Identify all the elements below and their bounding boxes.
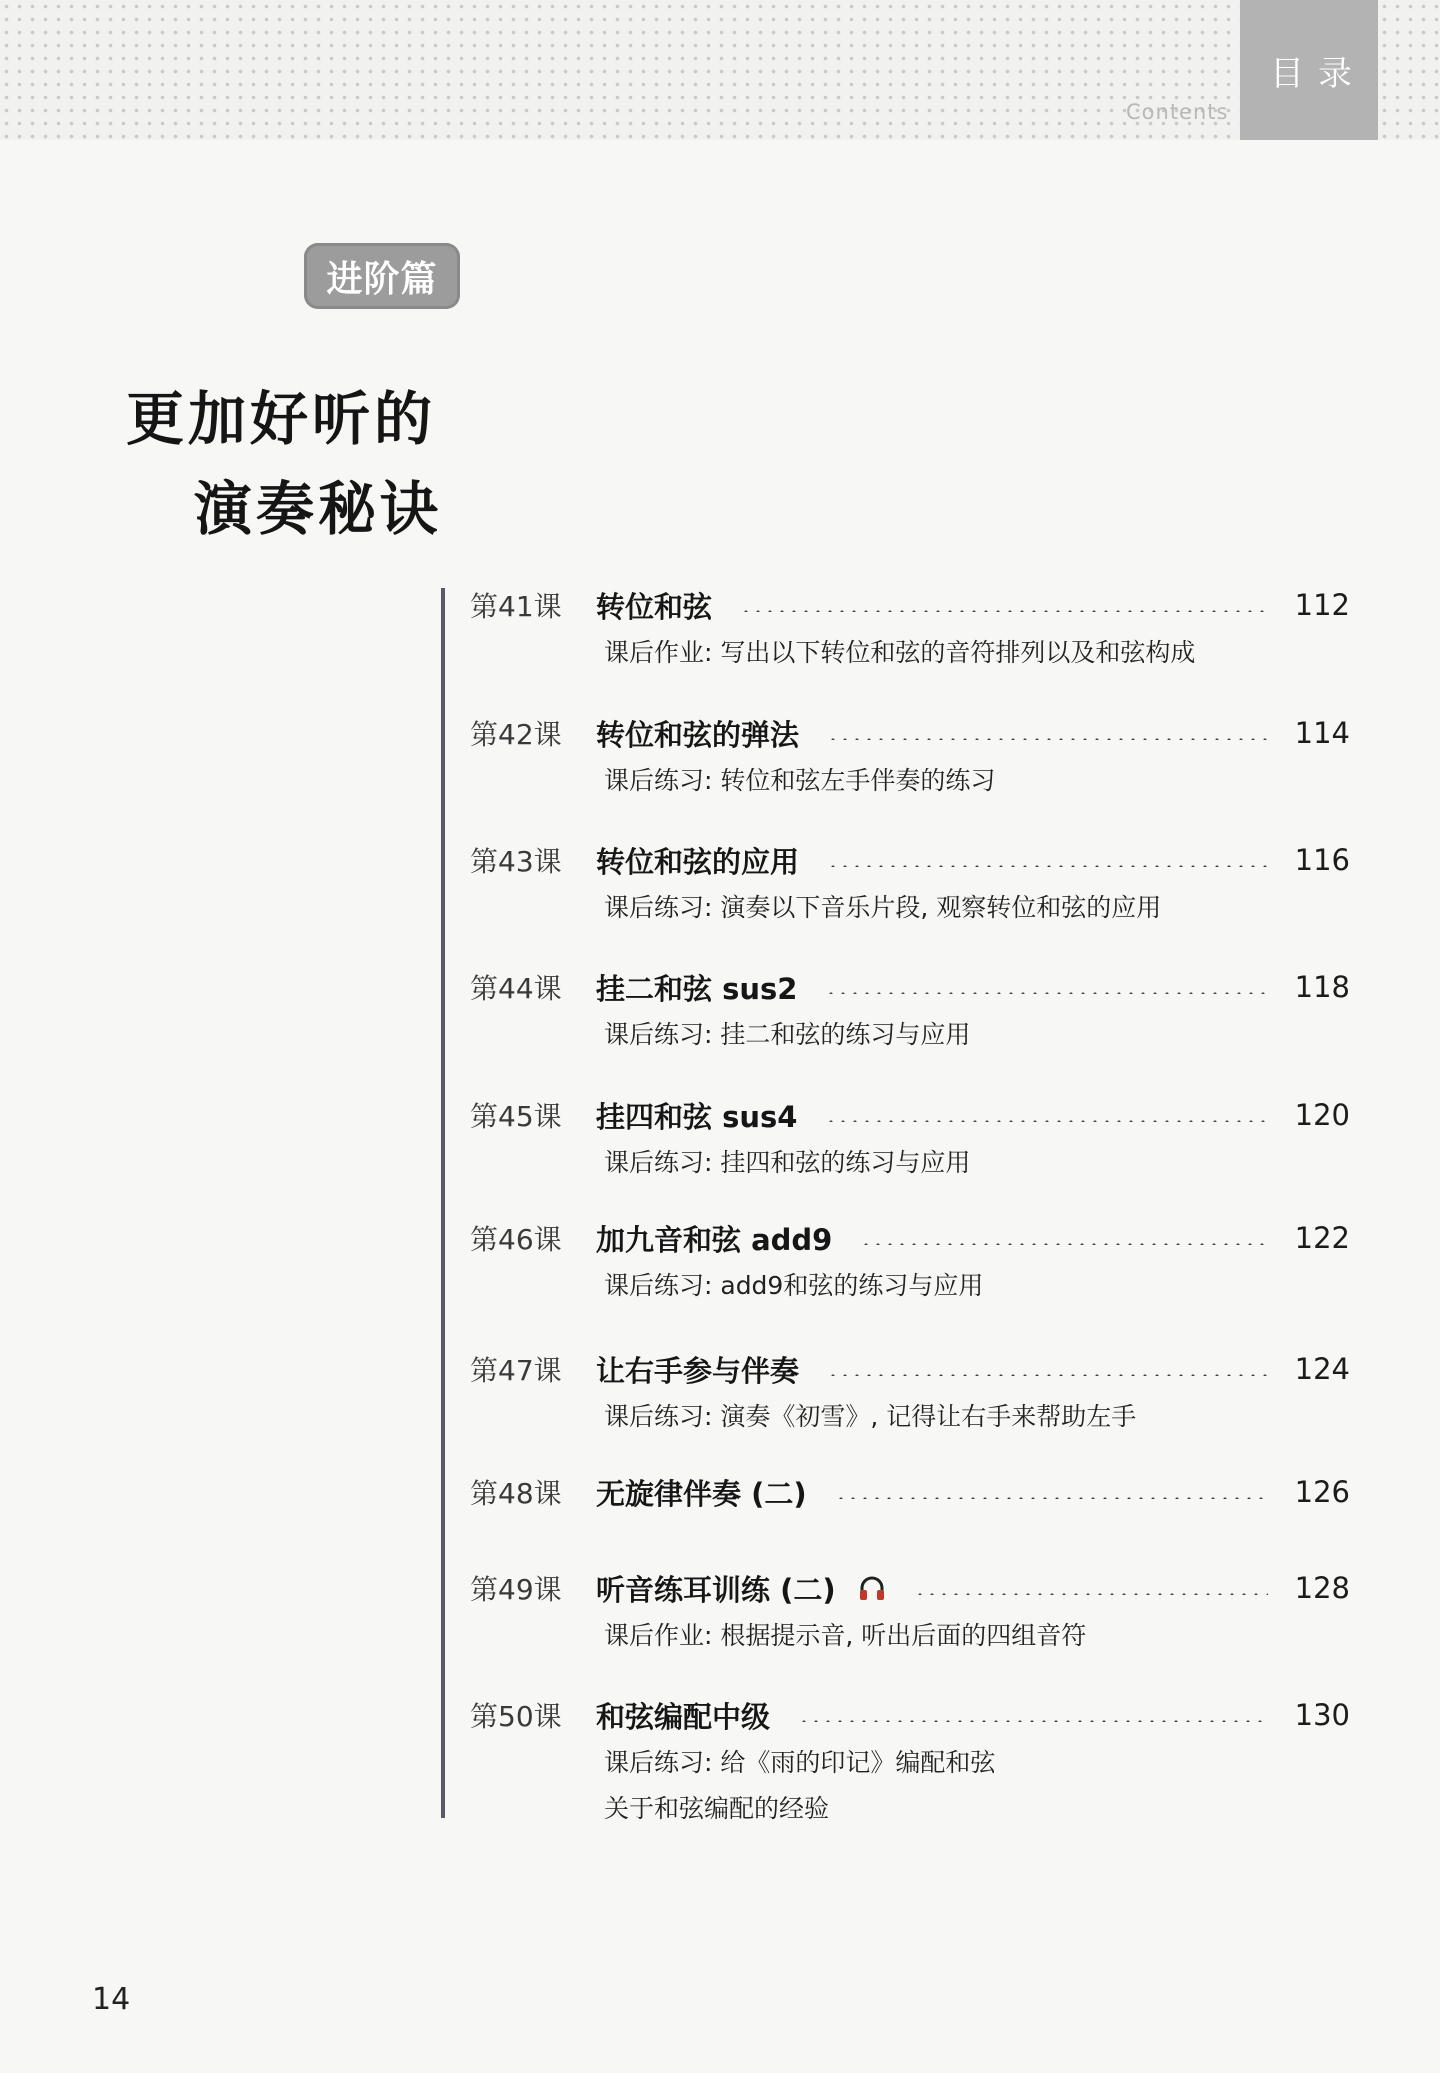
- toc-entry-main: [470, 1563, 1350, 1613]
- lesson-number: 第49课: [470, 1573, 562, 1606]
- lesson-subitem: 课后练习: 挂四和弦的练习与应用: [604, 1148, 971, 1177]
- lesson-subitem: 课后作业: 根据提示音, 听出后面的四组音符: [604, 1621, 1087, 1650]
- leader-dots: [825, 1120, 1268, 1122]
- page-number: 120: [1294, 1098, 1350, 1132]
- leader-dots: [827, 738, 1268, 740]
- leader-dots: [798, 1720, 1268, 1722]
- toc-entry: [470, 1467, 1350, 1517]
- lesson-number: 第43课: [470, 845, 562, 878]
- section-title-line-2: 演奏秘诀: [194, 475, 443, 543]
- lesson-title: 听音练耳训练 (二): [596, 1572, 836, 1607]
- section-title-line-1: 更加好听的: [126, 385, 437, 453]
- toc-entry: [470, 1213, 1350, 1309]
- headphones-icon: [858, 1575, 886, 1601]
- page-number: 128: [1294, 1571, 1350, 1605]
- toc-rule: [441, 588, 445, 1818]
- lesson-title: 和弦编配中级: [596, 1699, 771, 1734]
- page-number: 116: [1294, 843, 1350, 877]
- toc-tab-label: 目录: [1270, 54, 1366, 94]
- leader-dots: [835, 1497, 1268, 1499]
- page-number: 124: [1294, 1352, 1350, 1386]
- toc-entry: [470, 1563, 1350, 1659]
- leader-dots: [860, 1243, 1268, 1245]
- toc-entry-main: [470, 1213, 1350, 1263]
- toc-entry: [470, 1690, 1350, 1832]
- section-badge: 进阶篇: [304, 243, 460, 309]
- lesson-title: 挂四和弦 sus4: [596, 1099, 798, 1134]
- lesson-title: 加九音和弦 add9: [596, 1222, 833, 1257]
- toc-entry: [470, 1090, 1350, 1186]
- lesson-title: 无旋律伴奏 (二): [596, 1476, 807, 1511]
- lesson-number: 第45课: [470, 1100, 562, 1133]
- lesson-number: 第50课: [470, 1700, 562, 1733]
- lesson-title: 转位和弦: [596, 589, 713, 624]
- lesson-subitem: 课后练习: 挂二和弦的练习与应用: [604, 1020, 971, 1049]
- toc-entry-main: [470, 1467, 1350, 1517]
- leader-dots: [740, 610, 1268, 612]
- lesson-number: 第42课: [470, 718, 562, 751]
- toc-entry: [470, 708, 1350, 804]
- lesson-number: 第48课: [470, 1477, 562, 1510]
- leader-dots: [827, 1374, 1268, 1376]
- lesson-number: 第41课: [470, 590, 562, 623]
- lesson-subitem: 课后练习: add9和弦的练习与应用: [604, 1271, 984, 1300]
- leader-dots: [914, 1593, 1268, 1595]
- toc-entry-main: [470, 1344, 1350, 1394]
- lesson-number: 第46课: [470, 1223, 562, 1256]
- lesson-subitem: 课后练习: 演奏《初雪》, 记得让右手来帮助左手: [604, 1402, 1137, 1431]
- page-folio: 14: [92, 1982, 131, 2017]
- toc-entry: [470, 1344, 1350, 1440]
- lesson-number: 第44课: [470, 972, 562, 1005]
- page-number: 118: [1294, 970, 1350, 1004]
- lesson-title: 让右手参与伴奏: [596, 1353, 800, 1388]
- page-number: 114: [1294, 716, 1350, 750]
- lesson-subitem: 课后练习: 转位和弦左手伴奏的练习: [604, 766, 996, 795]
- lesson-title: 转位和弦的应用: [596, 844, 800, 879]
- contents-label: Contents: [1126, 100, 1229, 124]
- toc-entry: [470, 580, 1350, 676]
- toc-entry: [470, 835, 1350, 931]
- page-number: 122: [1294, 1221, 1350, 1255]
- lesson-title: 转位和弦的弹法: [596, 717, 800, 752]
- page-number: 126: [1294, 1475, 1350, 1509]
- lesson-subitem: 课后作业: 写出以下转位和弦的音符排列以及和弦构成: [604, 638, 1196, 667]
- leader-dots: [825, 992, 1268, 994]
- toc-entry-main: [470, 580, 1350, 630]
- lesson-number: 第47课: [470, 1354, 562, 1387]
- leader-dots: [827, 865, 1268, 867]
- page-number: 130: [1294, 1698, 1350, 1732]
- lesson-subitem: 课后练习: 给《雨的印记》编配和弦: [604, 1748, 996, 1777]
- toc-entry-main: [470, 1690, 1350, 1740]
- lesson-subitem: 课后练习: 演奏以下音乐片段, 观察转位和弦的应用: [604, 893, 1162, 922]
- lesson-subitem: 关于和弦编配的经验: [604, 1794, 830, 1823]
- toc-entry-main: [470, 708, 1350, 758]
- lesson-title: 挂二和弦 sus2: [596, 971, 798, 1006]
- toc-entry-main: [470, 835, 1350, 885]
- toc-entry: [470, 962, 1350, 1058]
- page-number: 112: [1294, 588, 1350, 622]
- toc-tab: [1240, 0, 1378, 140]
- toc-entry-main: [470, 962, 1350, 1012]
- toc-entry-main: [470, 1090, 1350, 1140]
